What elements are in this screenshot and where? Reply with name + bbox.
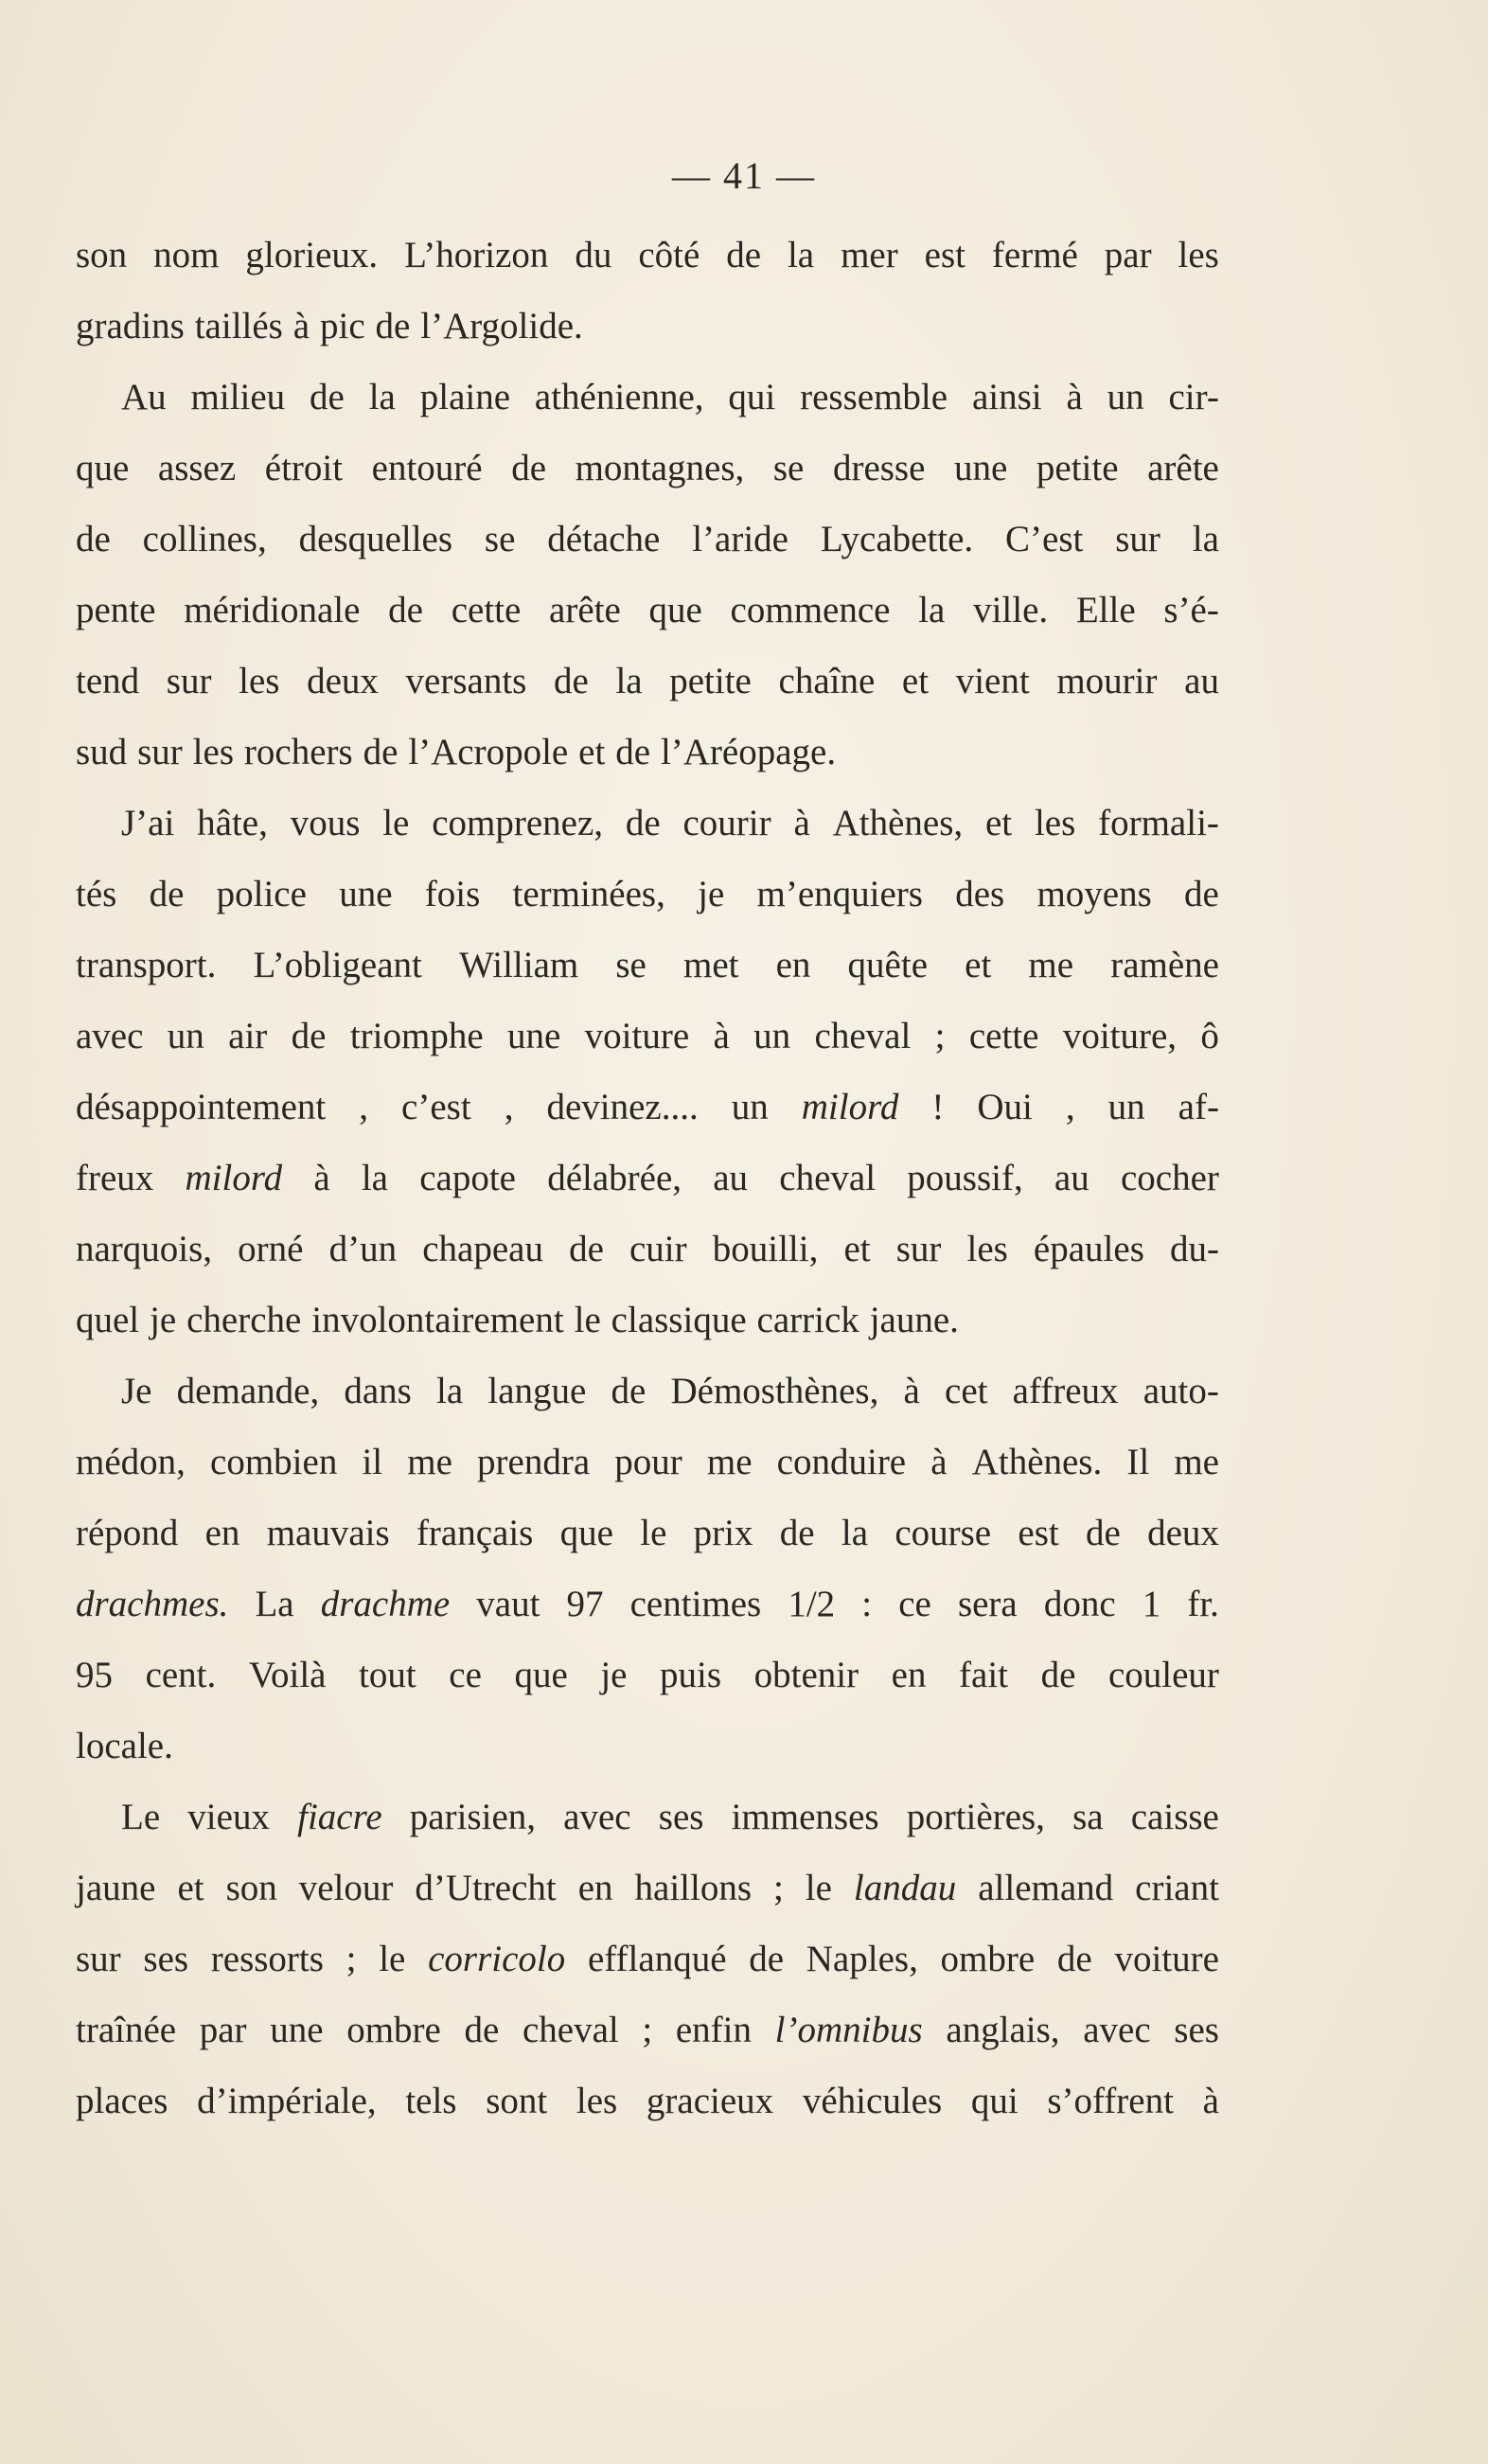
text-line: sud sur les rochers de l’Acropole et de l’Aréopage. [76,732,837,772]
text-line: médon, combien il me prendra pour me conduire à Athènes. Il me [76,1442,1219,1482]
text-line: gradins taillés à pic de l’Argolide. [76,306,583,346]
text-line: locale. [76,1726,173,1766]
text-line: son nom glorieux. L’horizon du côté de la mer est fermé par les [76,235,1219,275]
page-number: — 41 — [672,154,816,197]
text-line: Au milieu de la plaine athénienne, qui ressemble ainsi à un cir- [121,377,1219,417]
text-line: Je demande, dans la langue de Démosthènes, à cet affreux auto- [121,1371,1219,1411]
text-line: drachmes. La drachme vaut 97 centimes 1/2 : ce sera donc 1 fr. [76,1584,1219,1624]
text-line: narquois, orné d’un chapeau de cuir bouilli, et sur les épaules du- [76,1229,1219,1269]
text-line: tend sur les deux versants de la petite chaîne et vient mourir au [76,661,1219,701]
text-line: que assez étroit entouré de montagnes, se dresse une petite arête [76,448,1219,488]
text-line: 95 cent. Voilà tout ce que je puis obtenir en fait de couleur [76,1655,1219,1695]
text-line: de collines, desquelles se détache l’aride Lycabette. C’est sur la [76,519,1219,559]
text-line: traînée par une ombre de cheval ; enfin l’omnibus anglais, avec ses [76,2010,1219,2050]
text-line: tés de police une fois terminées, je m’enquiers des moyens de [76,874,1219,914]
body-text [76,220,1219,2136]
text-line: J’ai hâte, vous le comprenez, de courir à Athènes, et les formali- [121,803,1219,843]
text-line: sur ses ressorts ; le corricolo efflanqué de Naples, ombre de voiture [76,1939,1219,1979]
text-line: places d’impériale, tels sont les gracieux véhicules qui s’offrent à [76,2081,1219,2121]
text-line: freux milord à la capote délabrée, au cheval poussif, au cocher [76,1158,1219,1198]
text-line: avec un air de triomphe une voiture à un cheval ; cette voiture, ô [76,1016,1219,1056]
text-line: Le vieux fiacre parisien, avec ses immenses portières, sa caisse [121,1797,1219,1837]
text-line: jaune et son velour d’Utrecht en haillons ; le landau allemand criant [76,1868,1219,1908]
text-line: pente méridionale de cette arête que commence la ville. Elle s’é- [76,590,1219,630]
text-line: transport. L’obligeant William se met en quête et me ramène [76,945,1219,985]
text-line: désappointement , c’est , devinez.... un milord ! Oui , un af- [76,1087,1219,1127]
text-line: répond en mauvais français que le prix de la course est de deux [76,1513,1219,1553]
text-line: quel je cherche involontairement le classique carrick jaune. [76,1300,959,1340]
